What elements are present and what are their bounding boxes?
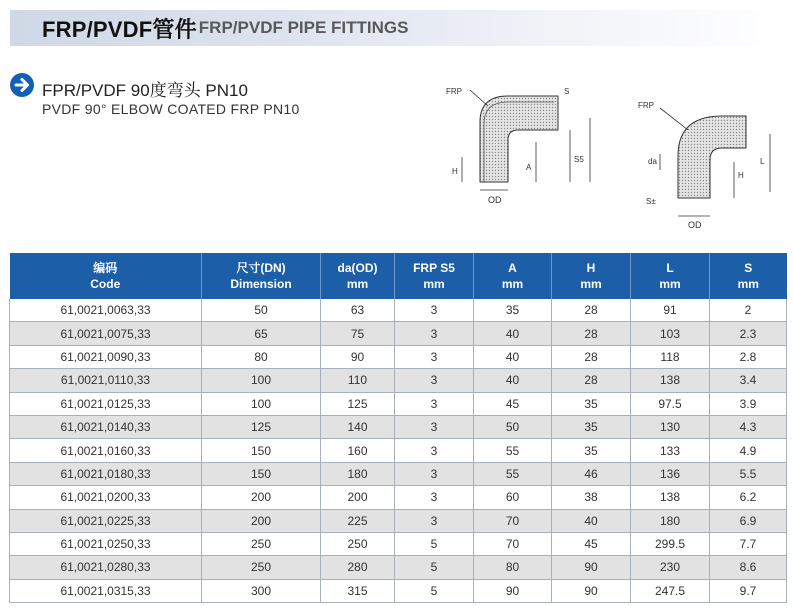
table-cell: 150: [202, 462, 321, 485]
table-cell: 28: [552, 299, 631, 322]
table-cell: 150: [202, 439, 321, 462]
table-cell: 2.8: [710, 345, 787, 368]
table-cell: 250: [202, 532, 321, 555]
da-label: da: [648, 157, 657, 166]
table-row: [10, 322, 787, 345]
table-cell: 40: [474, 345, 552, 368]
h-label-2: H: [738, 171, 744, 180]
table-cell: 200: [202, 486, 321, 509]
col-header-code: 编码 Code: [10, 253, 202, 299]
table-cell: 300: [202, 579, 321, 602]
table-cell: 280: [321, 556, 395, 579]
table-cell: 28: [552, 322, 631, 345]
table-cell: 133: [631, 439, 710, 462]
table-cell: 118: [631, 345, 710, 368]
table-cell: 90: [552, 556, 631, 579]
table-cell: 61,0021,0075,33: [10, 322, 202, 345]
table-cell: 315: [321, 579, 395, 602]
table-cell: 50: [474, 415, 552, 438]
table-cell: 61,0021,0200,33: [10, 486, 202, 509]
table-cell: 5: [395, 532, 474, 555]
table-cell: 250: [321, 532, 395, 555]
table-cell: 125: [202, 415, 321, 438]
table-cell: 75: [321, 322, 395, 345]
table-cell: 90: [552, 579, 631, 602]
table-cell: 61,0021,0110,33: [10, 369, 202, 392]
table-cell: 61,0021,0090,33: [10, 345, 202, 368]
col-header-s: S mm: [710, 253, 787, 299]
table-cell: 250: [202, 556, 321, 579]
table-cell: 28: [552, 345, 631, 368]
table-cell: 35: [552, 415, 631, 438]
table-cell: 180: [321, 462, 395, 485]
table-cell: 5: [395, 579, 474, 602]
header-subtitle: FRP/PVDF PIPE FITTINGS: [198, 18, 409, 37]
table-cell: 38: [552, 486, 631, 509]
table-cell: 3: [395, 462, 474, 485]
a-label: A: [526, 163, 532, 172]
table-cell: 3: [395, 322, 474, 345]
table-cell: 136: [631, 462, 710, 485]
table-row: [10, 462, 787, 485]
table-cell: 61,0021,0250,33: [10, 532, 202, 555]
table-cell: 45: [474, 392, 552, 415]
s-label: S: [564, 87, 570, 96]
table-cell: 35: [552, 439, 631, 462]
table-row: [10, 299, 787, 322]
table-row: [10, 509, 787, 532]
table-row: [10, 415, 787, 438]
col-header-l: L mm: [631, 253, 710, 299]
table-cell: 125: [321, 392, 395, 415]
col-header-h: H mm: [552, 253, 631, 299]
table-cell: 61,0021,0280,33: [10, 556, 202, 579]
table-cell: 61,0021,0160,33: [10, 439, 202, 462]
table-row: [10, 369, 787, 392]
l-label: L: [760, 157, 765, 166]
table-cell: 50: [202, 299, 321, 322]
s5-label: S5: [574, 155, 584, 164]
table-cell: 91: [631, 299, 710, 322]
table-cell: 8.6: [710, 556, 787, 579]
table-cell: 100: [202, 369, 321, 392]
table-cell: 46: [552, 462, 631, 485]
table-cell: 140: [321, 415, 395, 438]
table-row: [10, 439, 787, 462]
table-cell: 7.7: [710, 532, 787, 555]
table-body: [10, 299, 787, 603]
table-cell: 130: [631, 415, 710, 438]
table-cell: 2: [710, 299, 787, 322]
table-cell: 225: [321, 509, 395, 532]
table-cell: 6.2: [710, 486, 787, 509]
table-row: [10, 392, 787, 415]
table-cell: 61,0021,0315,33: [10, 579, 202, 602]
table-cell: 70: [474, 509, 552, 532]
table-row: [10, 345, 787, 368]
table-row: [10, 556, 787, 579]
table-header-row: [10, 253, 787, 299]
arrow-right-icon: [10, 73, 34, 97]
table-cell: 70: [474, 532, 552, 555]
table-cell: 61,0021,0063,33: [10, 299, 202, 322]
table-cell: 3: [395, 509, 474, 532]
table-cell: 180: [631, 509, 710, 532]
table-cell: 103: [631, 322, 710, 345]
table-cell: 5.5: [710, 462, 787, 485]
table-row: [10, 486, 787, 509]
header-title: FRP/PVDF管件: [42, 16, 197, 42]
table-cell: 55: [474, 439, 552, 462]
product-title-cn: FPR/PVDF 90度弯头 PN10: [42, 81, 248, 100]
col-header-a: A mm: [474, 253, 552, 299]
table-cell: 3: [395, 439, 474, 462]
od-label-2: OD: [688, 220, 702, 230]
table-cell: 97.5: [631, 392, 710, 415]
table-cell: 40: [552, 509, 631, 532]
table-cell: 200: [321, 486, 395, 509]
table-cell: 230: [631, 556, 710, 579]
table-cell: 45: [552, 532, 631, 555]
table-row: [10, 579, 787, 602]
table-cell: 3: [395, 392, 474, 415]
table-cell: 65: [202, 322, 321, 345]
frp-label-2: FRP: [638, 101, 654, 110]
elbow-section-diagram: [440, 82, 610, 212]
frp-label: FRP: [446, 87, 462, 96]
table-cell: 138: [631, 369, 710, 392]
table-cell: 61,0021,0225,33: [10, 509, 202, 532]
od-label: OD: [488, 195, 502, 205]
table-cell: 5: [395, 556, 474, 579]
product-title-en: PVDF 90° ELBOW COATED FRP PN10: [42, 101, 300, 117]
table-cell: 90: [321, 345, 395, 368]
table-cell: 4.3: [710, 415, 787, 438]
table-cell: 3.4: [710, 369, 787, 392]
table-cell: 160: [321, 439, 395, 462]
fittings-table: [9, 253, 787, 603]
table-cell: 60: [474, 486, 552, 509]
h-label: H: [452, 167, 458, 176]
table-cell: 138: [631, 486, 710, 509]
table-cell: 63: [321, 299, 395, 322]
table-cell: 6.9: [710, 509, 787, 532]
page-header: [10, 10, 786, 46]
table-cell: 40: [474, 322, 552, 345]
table-cell: 4.9: [710, 439, 787, 462]
table-cell: 28: [552, 369, 631, 392]
table-cell: 61,0021,0125,33: [10, 392, 202, 415]
table-cell: 61,0021,0180,33: [10, 462, 202, 485]
table-cell: 3: [395, 415, 474, 438]
table-cell: 35: [474, 299, 552, 322]
table-cell: 3: [395, 345, 474, 368]
table-cell: 80: [474, 556, 552, 579]
table-cell: 90: [474, 579, 552, 602]
table-cell: 3: [395, 299, 474, 322]
table-cell: 9.7: [710, 579, 787, 602]
table-cell: 3: [395, 486, 474, 509]
s-tolerance-label: S±: [646, 197, 656, 206]
col-header-da: da(OD) mm: [321, 253, 395, 299]
table-cell: 2.3: [710, 322, 787, 345]
table-cell: 247.5: [631, 579, 710, 602]
table-cell: 40: [474, 369, 552, 392]
table-cell: 200: [202, 509, 321, 532]
col-header-frp-s5: FRP S5 mm: [395, 253, 474, 299]
table-cell: 55: [474, 462, 552, 485]
table-cell: 299.5: [631, 532, 710, 555]
table-cell: 61,0021,0140,33: [10, 415, 202, 438]
elbow-outline-diagram: [630, 98, 790, 238]
table-cell: 80: [202, 345, 321, 368]
col-header-dimension: 尺寸(DN) Dimension: [202, 253, 321, 299]
table-cell: 3: [395, 369, 474, 392]
table-cell: 110: [321, 369, 395, 392]
table-cell: 3.9: [710, 392, 787, 415]
table-cell: 100: [202, 392, 321, 415]
table-cell: 35: [552, 392, 631, 415]
table-row: [10, 532, 787, 555]
